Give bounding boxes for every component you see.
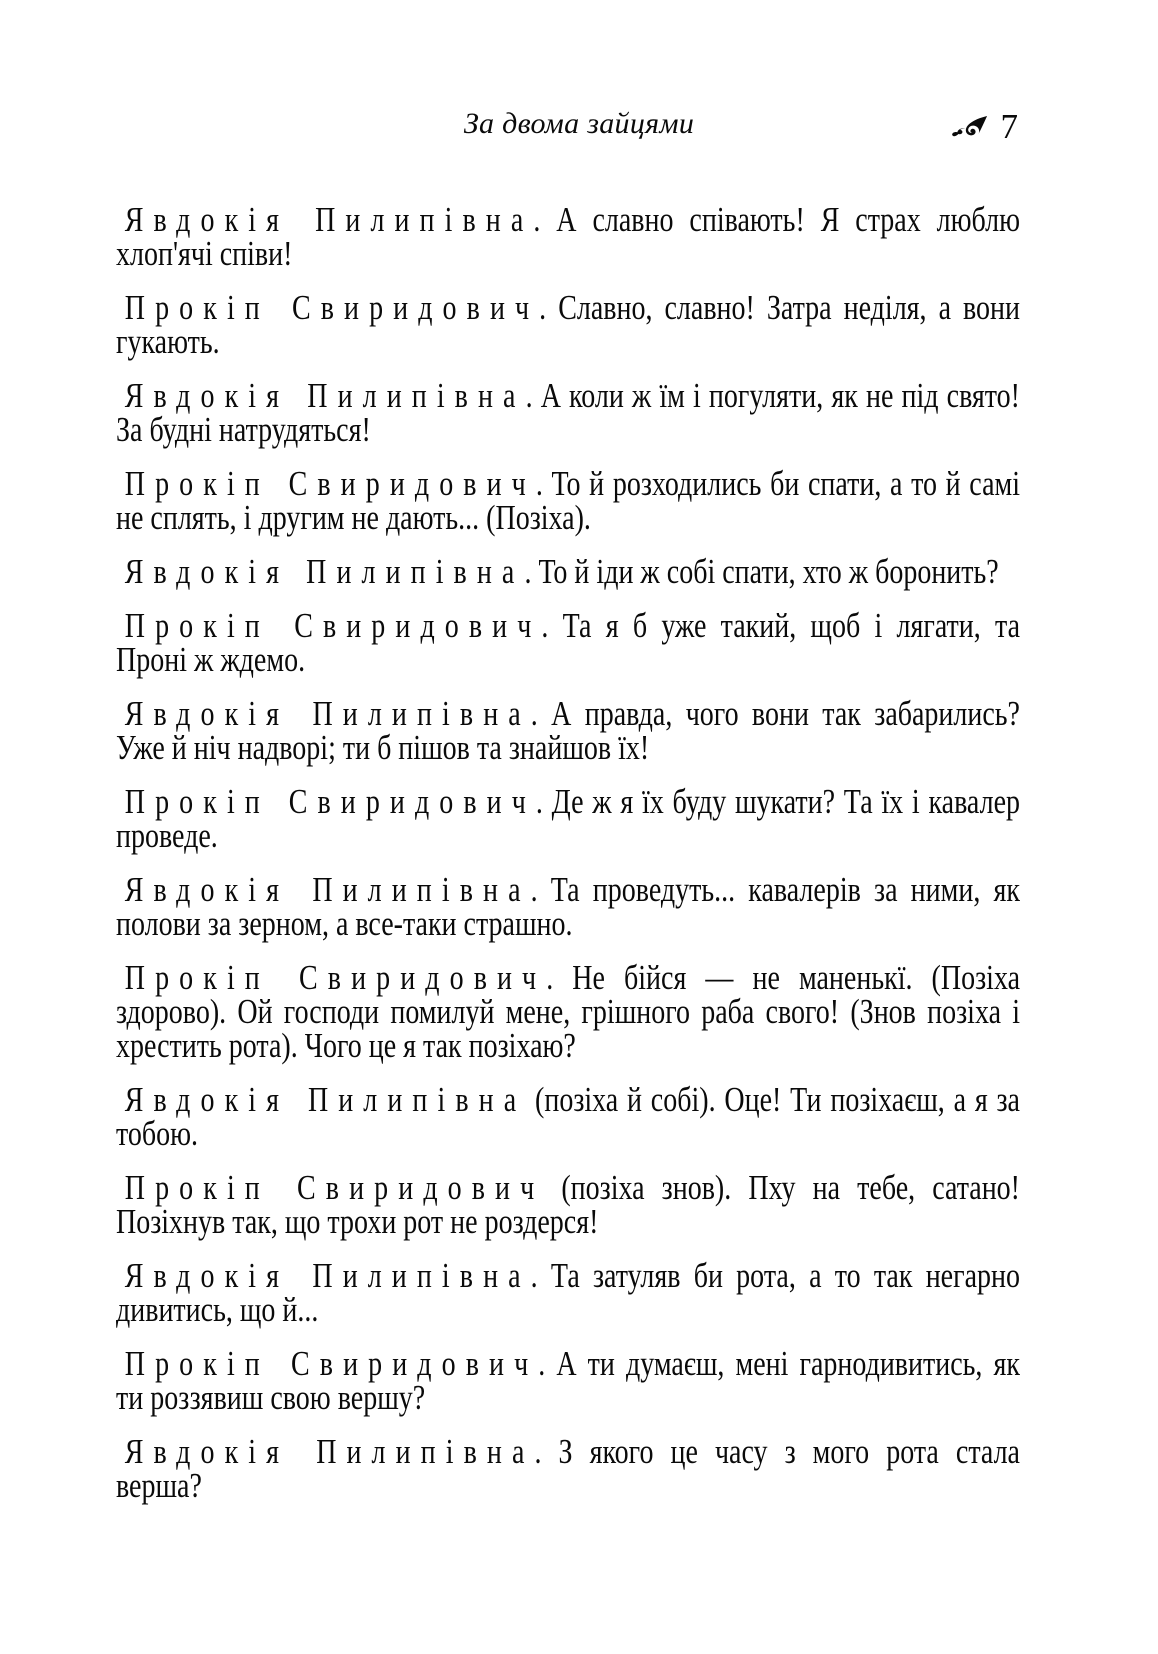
dialogue-line — [116, 1080, 1020, 1153]
speaker-name: Явдокія Пилипівна — [124, 1256, 531, 1295]
line-text: З якого це часу з мого рота стала верша? — [116, 1432, 1020, 1505]
speaker-separator: . — [546, 958, 554, 997]
speaker-separator: . — [525, 376, 533, 415]
dialogue-line — [116, 606, 1021, 679]
line-text: А славно співають! Я страх люблю хлоп'ячі співи! — [116, 200, 1020, 273]
line-text: Славно, славно! Затра неділя, а вони гукають. — [116, 288, 1021, 361]
speaker-separator: . — [535, 782, 543, 821]
line-text: Та проведуть... кавалерів за ними, як полови за зерном, а все-таки страшно. — [116, 870, 1020, 943]
dialogue-line — [116, 1256, 1021, 1329]
speaker-name: Явдокія Пилипівна — [124, 552, 525, 591]
dialogue-line — [116, 782, 1020, 855]
speaker-separator: . — [541, 606, 549, 645]
dialogue-line — [116, 958, 1020, 1065]
dialogue-line — [116, 870, 1020, 943]
speaker-name: Явдокія Пилипівна — [124, 1432, 535, 1471]
line-text: Та затуляв би рота, а то так негарно дивитись, що й... — [116, 1256, 1021, 1329]
line-text: А коли ж їм і погуляти, як не під свято! За будні натрудяться! — [116, 376, 1020, 449]
speaker-separator: . — [538, 1344, 546, 1383]
speaker-separator: . — [533, 200, 541, 239]
dialogue-line — [116, 1432, 1020, 1505]
line-text: Де ж я їх буду шукати? Та їх і кавалер проведе. — [116, 782, 1020, 855]
dialogue-line — [116, 1344, 1021, 1417]
speaker-name: Прокіп Свиридович — [124, 958, 547, 997]
line-text: Оце! Ти позіхаєш, а я за тобою. — [116, 1080, 1020, 1153]
speaker-separator: . — [524, 552, 532, 591]
speaker-name: Явдокія Пилипівна — [124, 694, 531, 733]
speaker-name: Прокіп Свиридович — [124, 464, 536, 503]
line-text: Не бійся — не маненькї. (Позіха здорово). Ой господи помилуй мене, грішного раба свого! (Знов позіха і хрестить рота). Чого це я так позіхаю? — [116, 958, 1020, 1065]
speaker-separator: . — [535, 464, 543, 503]
speaker-separator: . — [530, 870, 538, 909]
line-text: Та я б уже такий, щоб і лягати, та Проні ж ждемо. — [116, 606, 1021, 679]
speaker-name: Явдокія Пилипівна — [124, 870, 531, 909]
dialogue-line — [116, 694, 1020, 767]
speaker-separator: . — [539, 288, 547, 327]
line-text: То й розходились би спати, а то й самі не сплять, і другим не дають... (Позіха). — [116, 464, 1020, 537]
dialogue-line — [116, 288, 1021, 361]
line-text: А ти думаєш, мені гарнодивитись, як ти роззявиш свою вершу? — [116, 1344, 1021, 1417]
dialogue-text — [116, 200, 1021, 1523]
speaker-separator: . — [530, 1256, 538, 1295]
speaker-name: Прокіп Свиридович — [124, 782, 536, 821]
speaker-name: Прокіп Свиридович — [124, 1168, 545, 1207]
speaker-name: Явдокія Пилипівна — [124, 200, 534, 239]
fleuron-ornament-icon — [951, 115, 988, 140]
speaker-name: Прокіп Свиридович — [124, 606, 542, 645]
speaker-name: Прокіп Свиридович — [124, 288, 540, 327]
speaker-separator: . — [530, 694, 538, 733]
page-number: 7 — [1000, 107, 1018, 146]
line-text: То й іди ж собі спати, хто ж боронить? — [538, 552, 999, 591]
line-text: Пху на тебе, сатано! Позіхнув так, що трохи рот не роздерся! — [116, 1168, 1021, 1241]
speaker-separator: (позіха й собі). — [526, 1080, 716, 1119]
dialogue-line — [116, 1168, 1021, 1241]
page-number-group — [951, 107, 1019, 146]
speaker-separator: (позіха знов). — [544, 1168, 732, 1207]
speaker-separator: . — [534, 1432, 542, 1471]
line-text: А правда, чого вони так забарились? Уже й ніч надворі; ти б пішов та знайшов їх! — [116, 694, 1020, 767]
speaker-name: Явдокія Пилипівна — [124, 1080, 527, 1119]
dialogue-line — [116, 552, 1020, 591]
speaker-name: Прокіп Свиридович — [124, 1344, 539, 1383]
dialogue-line — [116, 200, 1020, 273]
speaker-name: Явдокія Пилипівна — [124, 376, 526, 415]
dialogue-line — [116, 464, 1020, 537]
dialogue-line — [116, 376, 1020, 449]
running-head-title: За двома зайцями — [463, 107, 695, 140]
